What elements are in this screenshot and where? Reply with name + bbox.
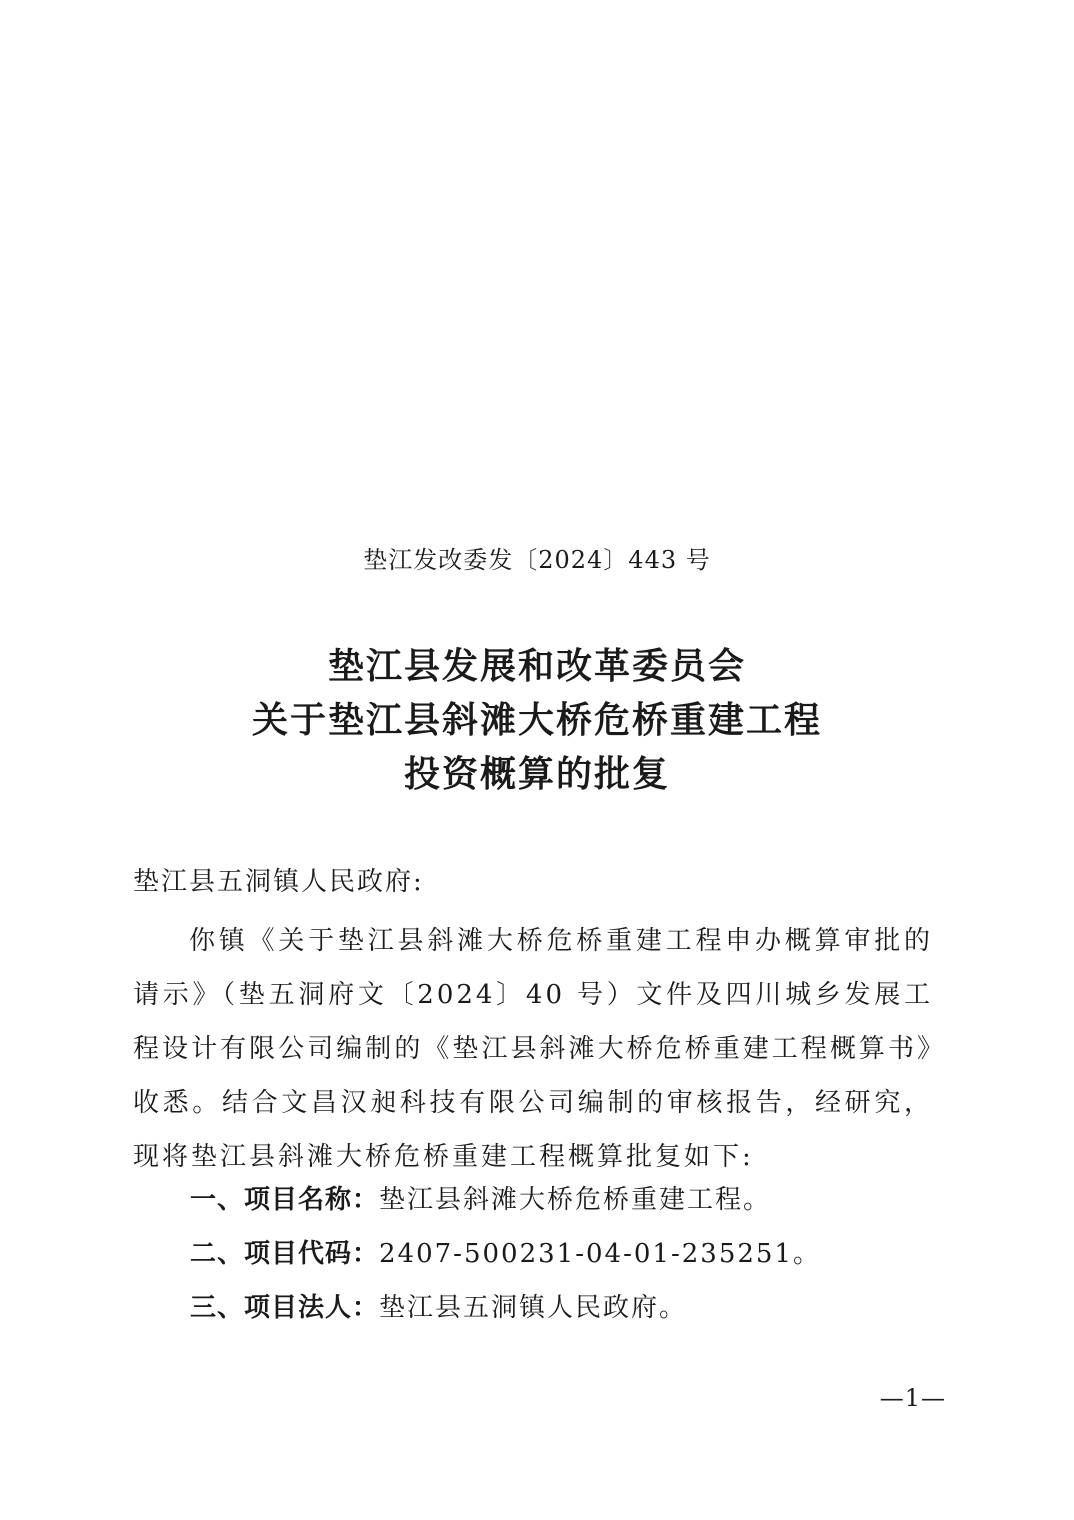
item-value: 2407-500231-04-01-235251。 — [379, 1239, 821, 1269]
item-value: 垫江县五洞镇人民政府。 — [379, 1293, 688, 1323]
title-line: 关于垫江县斜滩大桥危桥重建工程 — [251, 700, 822, 741]
item-project-name — [190, 1180, 771, 1220]
item-label: 一、项目名称： — [190, 1185, 380, 1215]
document-number: 垫江发改委发〔2024〕443 号 — [363, 546, 711, 574]
item-project-code — [190, 1234, 821, 1274]
item-label: 三、项目法人： — [190, 1293, 380, 1323]
item-value: 垫江县斜滩大桥危桥重建工程。 — [379, 1185, 772, 1215]
title-line: 垫江县发展和改革委员会 — [327, 646, 746, 687]
item-label: 二、项目代码： — [190, 1239, 380, 1269]
document-title — [0, 640, 1074, 802]
salutation: 垫江县五洞镇人民政府: — [133, 867, 424, 897]
page-number: —1— — [879, 1384, 946, 1412]
item-project-legal-person — [190, 1288, 687, 1328]
body-paragraph: 你镇《关于垫江县斜滩大桥危桥重建工程申办概算审批的请示》（垫五洞府文〔2024〕40 号）文件及四川城乡发展工程设计有限公司编制的《垫江县斜滩大桥危桥重建工程概算书》收悉。结合文昌汉昶科技有限公司编制的审核报告，经研究，现将垫江县斜滩大桥危桥重建工程概算批复如下: — [133, 926, 933, 1172]
title-line: 投资概算的批复 — [403, 754, 670, 795]
